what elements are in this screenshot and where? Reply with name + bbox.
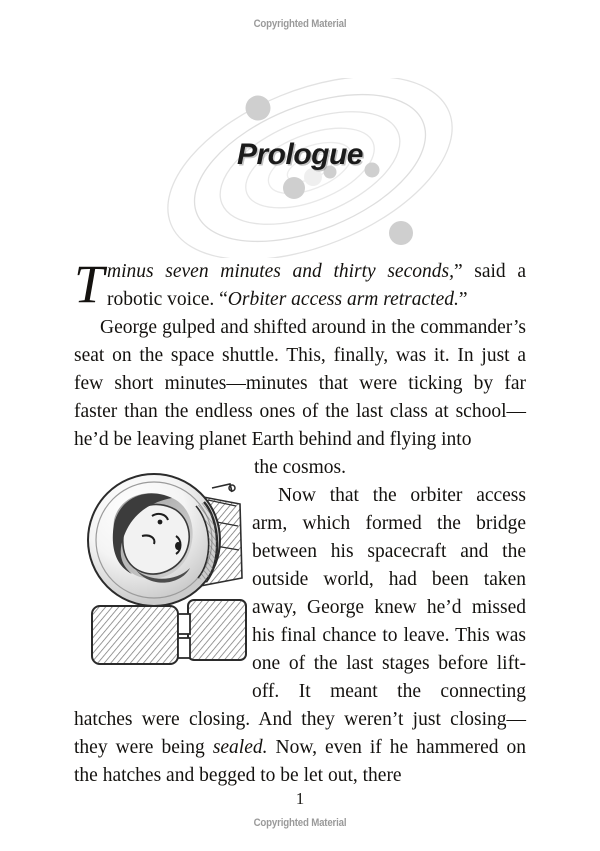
planet-large-top — [246, 96, 271, 121]
planet-large-bottom-right — [389, 221, 413, 245]
chapter-body-text — [74, 254, 526, 790]
paragraph-george: George gulped and shifted around in the commander’s seat on the space shuttle. This, finally, was it. In just a few short minutes—minutes that were ticking by far faster than the endless ones of the last class at school—he’d be leaving planet Earth behind and flying into — [74, 317, 526, 450]
planet-medium-left — [283, 177, 305, 199]
paragraph-george-last-line: the cosmos. — [253, 457, 347, 478]
second-close-quote: ” — [458, 289, 468, 310]
page-number: 1 — [295, 789, 305, 808]
copyright-watermark-bottom: Copyrighted Material — [253, 817, 347, 829]
opening-close-quote: ” — [453, 261, 463, 282]
illustration-wrap-spacer — [74, 482, 252, 694]
drop-cap-letter: T — [74, 254, 105, 314]
second-italic-quote: Orbiter access arm retracted. — [227, 289, 459, 310]
paragraph-orbiter-access — [74, 482, 526, 790]
page-title: Prologue — [236, 138, 363, 171]
copyright-watermark-top: Copyrighted Material — [253, 18, 347, 30]
opening-attribution: said a robotic voice. — [107, 261, 526, 310]
paragraph-orbiter-access-part-2: Now, even if he hammered on the hatches and begged to be let out, there — [74, 737, 526, 786]
sealed-italic-word: sealed. — [212, 737, 268, 758]
paragraph-orbiter-access-part-1: Now that the orbiter access arm, which formed the bridge between his spacecraft and the outside world, had been taken away, George knew he’d missed his final chance to leave. This was one of the last stages before lift-off. It meant the connecting hatches were closing. And they weren’t just closing—they were being — [74, 485, 526, 758]
paragraph-opening: Tminus seven minutes and thirty seconds,” said a robotic voice. “Orbiter access arm retracted.” — [74, 254, 526, 314]
opening-italic-quote: minus seven minutes and thirty seconds, — [107, 261, 454, 282]
